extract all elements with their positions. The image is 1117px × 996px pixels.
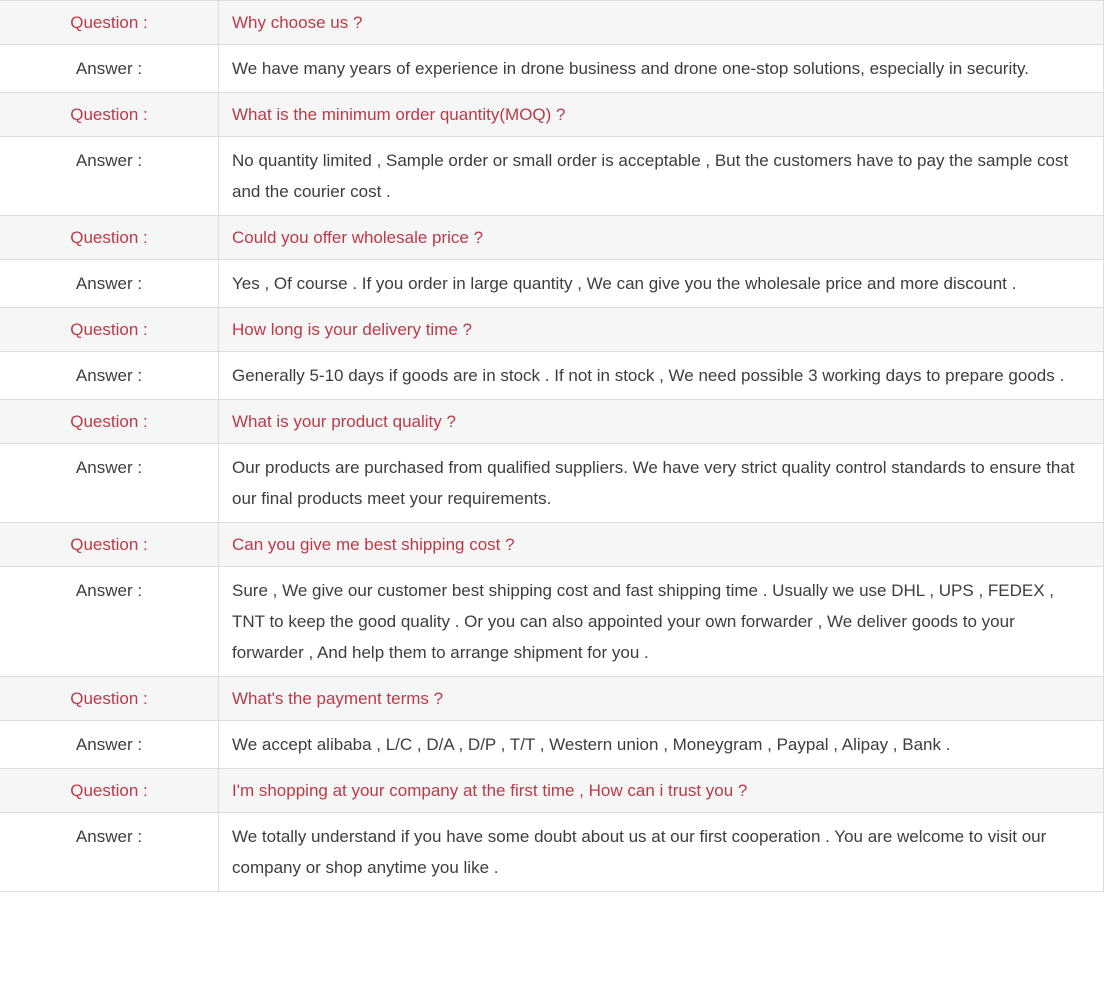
- faq-answer-row: [0, 444, 1103, 523]
- faq-question-row: [0, 216, 1103, 260]
- question-text: What's the payment terms ?: [232, 689, 444, 708]
- faq-answer-row: [0, 45, 1103, 93]
- faq-question-row: [0, 769, 1103, 813]
- answer-text: Our products are purchased from qualified suppliers. We have very strict quality control standards to ensure that our final products meet your requirements.: [232, 458, 1075, 508]
- answer-text: Sure , We give our customer best shipping cost and fast shipping time . Usually we use DHL , UPS , FEDEX , TNT to keep the good quality . Or you can also appointed your own forwarder , We deliver goods to your forwarder , And help them to arrange shipment for you .: [232, 581, 1055, 662]
- faq-question-row: [0, 1, 1103, 45]
- question-label: Question :: [0, 523, 219, 566]
- question-label: Question :: [0, 1, 219, 44]
- answer-text: We have many years of experience in drone business and drone one-stop solutions, especially in security.: [232, 59, 1029, 78]
- question-label: Question :: [0, 400, 219, 443]
- faq-answer-row: [0, 813, 1103, 892]
- answer-label: Answer :: [0, 721, 219, 768]
- question-text: Can you give me best shipping cost ?: [232, 535, 515, 554]
- question-text: What is your product quality ?: [232, 412, 456, 431]
- question-text: I'm shopping at your company at the first time , How can i trust you ?: [232, 781, 748, 800]
- faq-answer-row: [0, 721, 1103, 769]
- answer-label: Answer :: [0, 352, 219, 399]
- faq-question-row: [0, 93, 1103, 137]
- question-text: Why choose us ?: [232, 13, 363, 32]
- question-label: Question :: [0, 677, 219, 720]
- faq-answer-row: [0, 260, 1103, 308]
- question-label: Question :: [0, 216, 219, 259]
- answer-label: Answer :: [0, 45, 219, 92]
- answer-text: Generally 5-10 days if goods are in stock . If not in stock , We need possible 3 working days to prepare goods .: [232, 366, 1065, 385]
- question-label: Question :: [0, 769, 219, 812]
- faq-answer-row: [0, 352, 1103, 400]
- question-text: How long is your delivery time ?: [232, 320, 472, 339]
- faq-question-row: [0, 677, 1103, 721]
- faq-question-row: [0, 400, 1103, 444]
- answer-text: Yes , Of course . If you order in large quantity , We can give you the wholesale price and more discount .: [232, 274, 1017, 293]
- answer-text: No quantity limited , Sample order or small order is acceptable , But the customers have to pay the sample cost and the courier cost .: [232, 151, 1069, 201]
- answer-label: Answer :: [0, 137, 219, 215]
- faq-answer-row: [0, 137, 1103, 216]
- answer-label: Answer :: [0, 567, 219, 676]
- answer-text: We totally understand if you have some doubt about us at our first cooperation . You are welcome to visit our company or shop anytime you like .: [232, 827, 1047, 877]
- answer-text: We accept alibaba , L/C , D/A , D/P , T/T , Western union , Moneygram , Paypal , Alipay , Bank .: [232, 735, 951, 754]
- faq-question-row: [0, 523, 1103, 567]
- answer-label: Answer :: [0, 260, 219, 307]
- question-label: Question :: [0, 308, 219, 351]
- faq-question-row: [0, 308, 1103, 352]
- question-text: What is the minimum order quantity(MOQ) ?: [232, 105, 566, 124]
- question-label: Question :: [0, 93, 219, 136]
- faq-answer-row: [0, 567, 1103, 677]
- question-text: Could you offer wholesale price ?: [232, 228, 484, 247]
- answer-label: Answer :: [0, 444, 219, 522]
- answer-label: Answer :: [0, 813, 219, 891]
